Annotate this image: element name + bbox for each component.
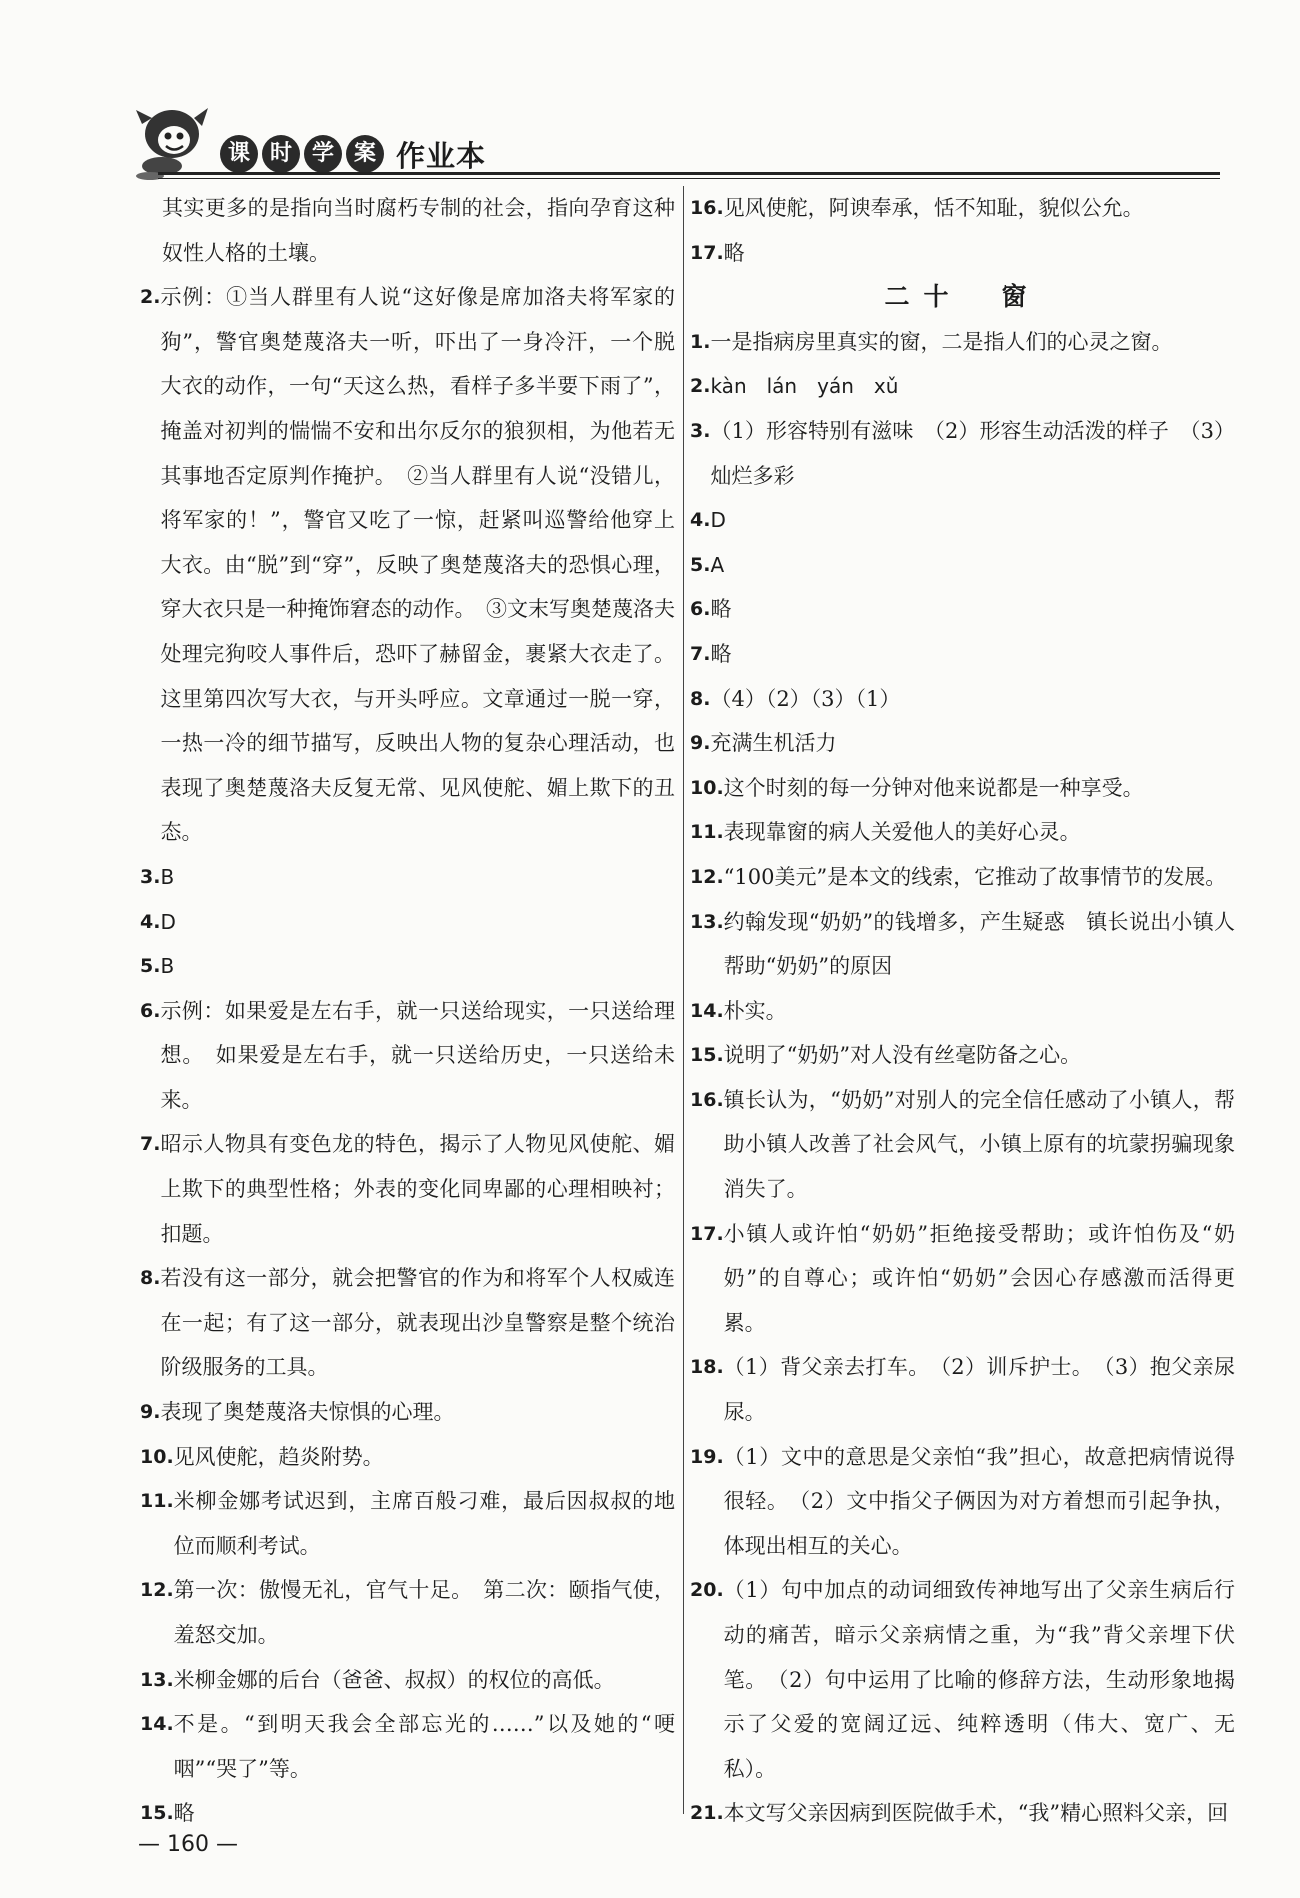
answer-item [690, 766, 1235, 811]
answer-number: 2. [690, 375, 711, 398]
answer-text: （1）文中的意思是父亲怕“我”担心，故意把病情说得很轻。 （2）文中指父子俩因为对方着想而引起争执，体现出相互的关心。 [723, 1444, 1235, 1558]
answer-number: 19. [690, 1445, 724, 1468]
answer-text: 见风使舵，趋炎附势。 [173, 1444, 384, 1469]
answer-item [690, 810, 1235, 855]
answer-number: 12. [690, 865, 724, 888]
answer-number: 5. [690, 553, 711, 576]
answer-text: 朴实。 [723, 998, 787, 1023]
answer-number: 16. [690, 197, 724, 219]
answer-number: 9. [140, 1401, 161, 1424]
answer-item [140, 1256, 675, 1390]
answer-number: 11. [140, 1490, 174, 1513]
answer-number: 6. [140, 999, 161, 1022]
answer-item [690, 498, 1235, 543]
answer-item [690, 900, 1235, 989]
answer-text: D [160, 909, 176, 934]
answer-number: 21. [690, 1802, 724, 1825]
answer-number: 3. [140, 865, 161, 888]
answer-item [690, 1078, 1235, 1212]
answer-item [690, 587, 1235, 632]
brand-subtitle: 作业本 [396, 138, 487, 173]
answer-text: 一是指病房里真实的窗，二是指人们的心灵之窗。 [710, 329, 1173, 354]
answer-text: 约翰发现“奶奶”的钱增多，产生疑惑 镇长说出小镇人帮助“奶奶”的原因 [723, 909, 1235, 979]
answer-text: 略 [710, 597, 732, 622]
answer-text: 略 [710, 641, 732, 666]
answer-text: （1）背父亲去打车。 （2）训斥护士。 （3）抱父亲尿尿。 [723, 1355, 1235, 1425]
answer-number: 8. [690, 687, 711, 710]
answer-number: 7. [690, 642, 711, 665]
answer-text: 不是。“到明天我会全部忘光的……”以及她的“哽咽”“哭了”等。 [173, 1712, 675, 1781]
answer-item [690, 1568, 1235, 1791]
answer-text: 昭示人物具有变色龙的特色，揭示了人物见风使舵、媚上欺下的典型性格；外表的变化同卑鄙的心理相映衬；扣题。 [160, 1132, 675, 1246]
header-rule-thin [158, 178, 1220, 179]
answer-number: 13. [690, 910, 724, 933]
section-heading: 二十 窗 [884, 282, 1041, 312]
answer-item [690, 409, 1235, 498]
answer-text: 见风使舵，阿谀奉承，恬不知耻，貌似公允。 [723, 196, 1144, 220]
answer-number: 14. [140, 1713, 174, 1736]
answer-number: 12. [140, 1579, 174, 1602]
answer-text: “100美元”是本文的线索，它推动了故事情节的发展。 [723, 864, 1227, 889]
answer-number: 13. [140, 1668, 174, 1691]
answer-item [690, 721, 1235, 766]
answer-text: B [160, 954, 175, 979]
answer-text: A [710, 552, 725, 577]
answer-number: 14. [690, 999, 724, 1022]
answer-item [140, 900, 675, 945]
answer-text: 表现了奥楚蔑洛夫惊惧的心理。 [160, 1400, 455, 1425]
answer-number: 20. [690, 1579, 724, 1602]
answer-item [690, 632, 1235, 677]
answer-item [140, 1658, 675, 1703]
answer-text: 米柳金娜的后台（爸爸、叔叔）的权位的高低。 [173, 1667, 615, 1692]
answer-text: 镇长认为，“奶奶”对别人的完全信任感动了小镇人，帮助小镇人改善了社会风气，小镇上原有的坑蒙拐骗现象消失了。 [723, 1087, 1235, 1202]
answer-item [690, 1212, 1235, 1346]
answer-number: 3. [690, 419, 711, 442]
answer-number: 6. [690, 598, 711, 621]
answer-number: 15. [690, 1044, 724, 1067]
answer-item [690, 320, 1235, 365]
brand-char: 课 [220, 135, 258, 173]
answer-text: （1）句中加点的动词细致传神地写出了父亲生病后行动的痛苦，暗示父亲病情之重，为“我”背父亲埋下伏笔。 （2）句中运用了比喻的修辞方法，生动形象地揭示了父爱的宽阔辽远、纯粹透明（伟大、宽广、无私）。 [723, 1578, 1235, 1781]
answer-number: 17. [690, 241, 724, 264]
answer-text: D [710, 508, 726, 533]
answer-item [690, 364, 1235, 409]
answer-text: 说明了“奶奶”对人没有丝毫防备之心。 [723, 1043, 1082, 1068]
answer-number: 5. [140, 955, 161, 978]
answer-item [690, 855, 1235, 900]
answer-text: 表现靠窗的病人关爱他人的美好心灵。 [723, 820, 1081, 845]
answer-item [690, 231, 1235, 276]
answer-number: 10. [140, 1445, 174, 1468]
answer-item [140, 1568, 675, 1657]
answer-text: 略 [173, 1801, 195, 1826]
left-column [140, 186, 675, 1836]
right-column [690, 186, 1235, 1836]
answer-text: 这个时刻的每一分钟对他来说都是一种享受。 [723, 775, 1144, 800]
answer-item [140, 1702, 675, 1791]
answer-number: 1. [690, 330, 711, 353]
answer-number: 16. [690, 1088, 724, 1111]
answer-item [140, 1122, 675, 1256]
answer-item [140, 944, 675, 989]
answer-text: 示例：如果爱是左右手，就一只送给现实，一只送给理想。 如果爱是左右手，就一只送给历史，一只送给未来。 [160, 998, 675, 1112]
answer-text: 本文写父亲因病到医院做手术，“我”精心照料父亲，回 [723, 1801, 1229, 1826]
answer-number: 4. [690, 509, 711, 532]
column-divider [683, 186, 684, 1814]
answer-number: 4. [140, 910, 161, 933]
answer-item [690, 1345, 1235, 1434]
brand-char: 时 [262, 135, 300, 173]
header-rule [158, 172, 1220, 175]
answer-item [690, 186, 1235, 231]
answer-item [690, 989, 1235, 1034]
page-number: — 160 — [138, 1832, 238, 1857]
answer-text: 小镇人或许怕“奶奶”拒绝接受帮助；或许怕伤及“奶奶”的自尊心；或许怕“奶奶”会因心存感激而活得更累。 [723, 1221, 1235, 1335]
answer-number: 9. [690, 732, 711, 755]
answer-number: 11. [690, 821, 724, 844]
brand-char: 案 [346, 135, 384, 173]
answer-number: 15. [140, 1802, 174, 1825]
answer-item [140, 1479, 675, 1568]
answer-item [140, 989, 675, 1123]
answer-item [140, 1435, 675, 1480]
answer-text: 第一次：傲慢无礼，官气十足。 第二次：颐指气使，羞怒交加。 [173, 1578, 675, 1647]
answer-number: 18. [690, 1356, 724, 1379]
answer-number: 2. [140, 286, 161, 309]
answer-item [690, 1791, 1235, 1836]
answer-text: 略 [723, 240, 745, 265]
answer-item [140, 275, 675, 855]
answer-text: （4）（2）（3）（1） [710, 686, 901, 711]
left-answer-list [140, 275, 675, 1836]
answer-text: 若没有这一部分，就会把警官的作为和将军个人权威连在一起；有了这一部分，就表现出沙皇警察是整个统治阶级服务的工具。 [160, 1266, 675, 1380]
answer-item [690, 1033, 1235, 1078]
right-answer-list-top [690, 186, 1235, 275]
answer-text: B [160, 864, 175, 889]
answer-text: （1）形容特别有滋味 （2）形容生动活泼的样子 （3）灿烂多彩 [710, 418, 1235, 488]
answer-item [690, 543, 1235, 588]
answer-number: 7. [140, 1133, 161, 1156]
answer-text: kàn lán yán xǔ [710, 374, 899, 399]
continued-text: 其实更多的是指向当时腐朽专制的社会，指向孕育这种奴性人格的土壤。 [162, 196, 675, 265]
answer-number: 8. [140, 1267, 161, 1290]
answer-item [140, 855, 675, 900]
answer-text: 米柳金娜考试迟到，主席百般刁难，最后因叔叔的地位而顺利考试。 [173, 1489, 675, 1558]
answer-text: 充满生机活力 [710, 731, 837, 756]
answer-item [690, 677, 1235, 722]
answer-item [690, 1435, 1235, 1569]
answer-item [140, 1390, 675, 1435]
brand-title [220, 130, 486, 178]
brand-char: 学 [304, 135, 342, 173]
answer-number: 17. [690, 1222, 724, 1245]
answer-text: 示例：①当人群里有人说“这好像是席加洛夫将军家的狗”，警官奥楚蔑洛夫一听，吓出了一身冷汗，一个脱大衣的动作，一句“天这么热，看样子多半要下雨了”，掩盖对初判的惴惴不安和出尔反尔的狼狈相，为他若无其事地否定原判作掩护。 ②当人群里有人说“没错儿，将军家的！”，警官又吃了一惊，赶紧叫巡警给他穿上大衣。由“脱”到“穿”，反映了奥楚蔑洛夫的恐惧心理，穿大衣只是一种掩饰窘态的动作。 ③文末写奥楚蔑洛夫处理完狗咬人事件后，恐吓了赫留金，裹紧大衣走了。这里第四次写大衣，与开头呼应。文章通过一脱一穿，一热一冷的细节描写，反映出人物的复杂心理活动，也表现了奥楚蔑洛夫反复无常、见风使舵、媚上欺下的丑态。 [160, 285, 675, 845]
answer-number: 10. [690, 776, 724, 799]
right-answer-list [690, 320, 1235, 1836]
answer-item [140, 1791, 675, 1836]
